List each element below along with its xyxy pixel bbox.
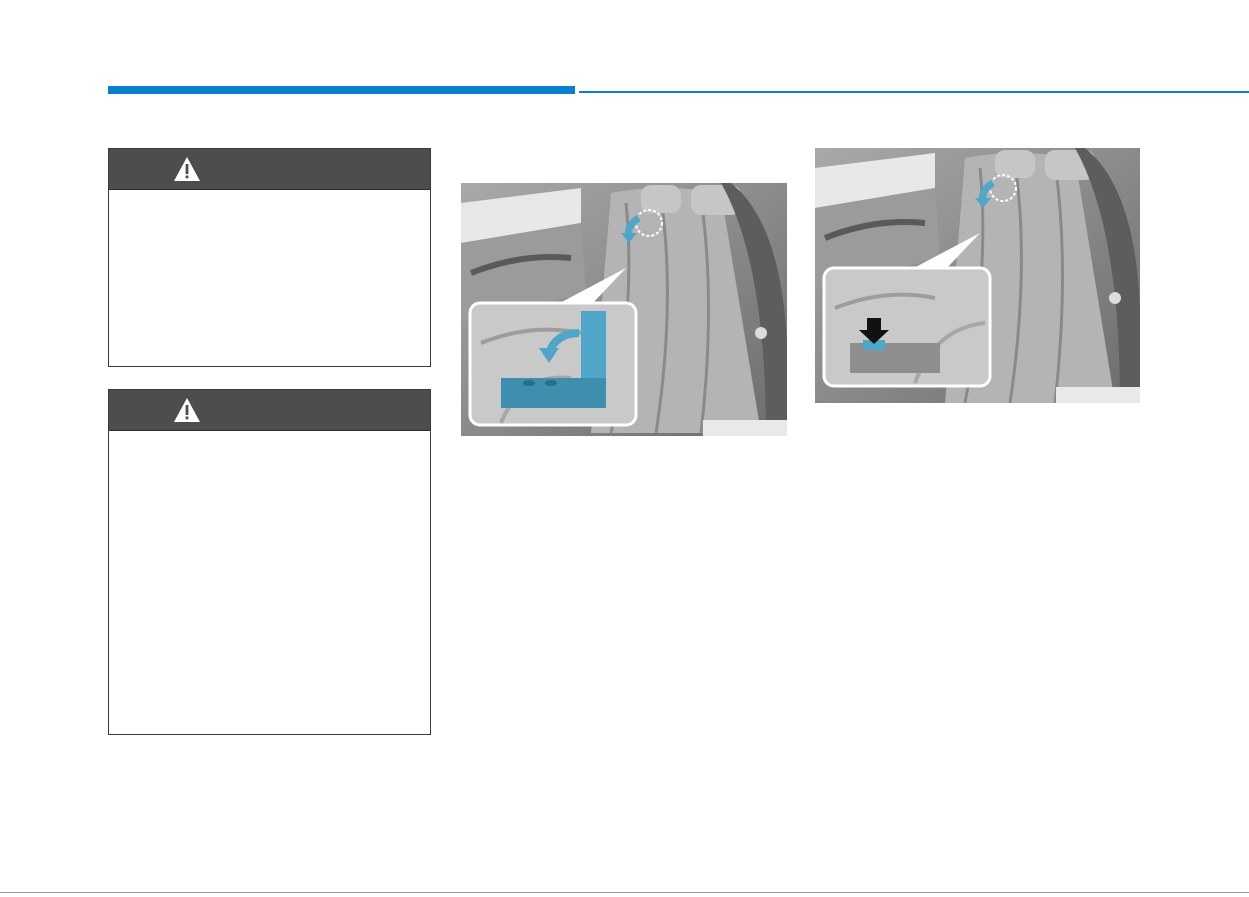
warning-body	[109, 431, 430, 455]
header-rule-thick	[108, 86, 575, 94]
warning-box-2	[108, 389, 431, 735]
figure-code	[703, 420, 787, 436]
figure-code	[1056, 387, 1140, 403]
armrest-cupholder-illustration	[815, 148, 1140, 403]
page-bottom-line	[0, 892, 1249, 893]
header-rule-thin	[579, 91, 1249, 93]
warning-triangle-icon	[173, 397, 201, 423]
warning-box-1	[108, 148, 431, 367]
warning-header	[109, 149, 430, 190]
warning-header	[109, 390, 430, 431]
warning-triangle-icon	[173, 156, 201, 182]
warning-body	[109, 190, 430, 214]
armrest-fold-illustration	[461, 183, 787, 436]
